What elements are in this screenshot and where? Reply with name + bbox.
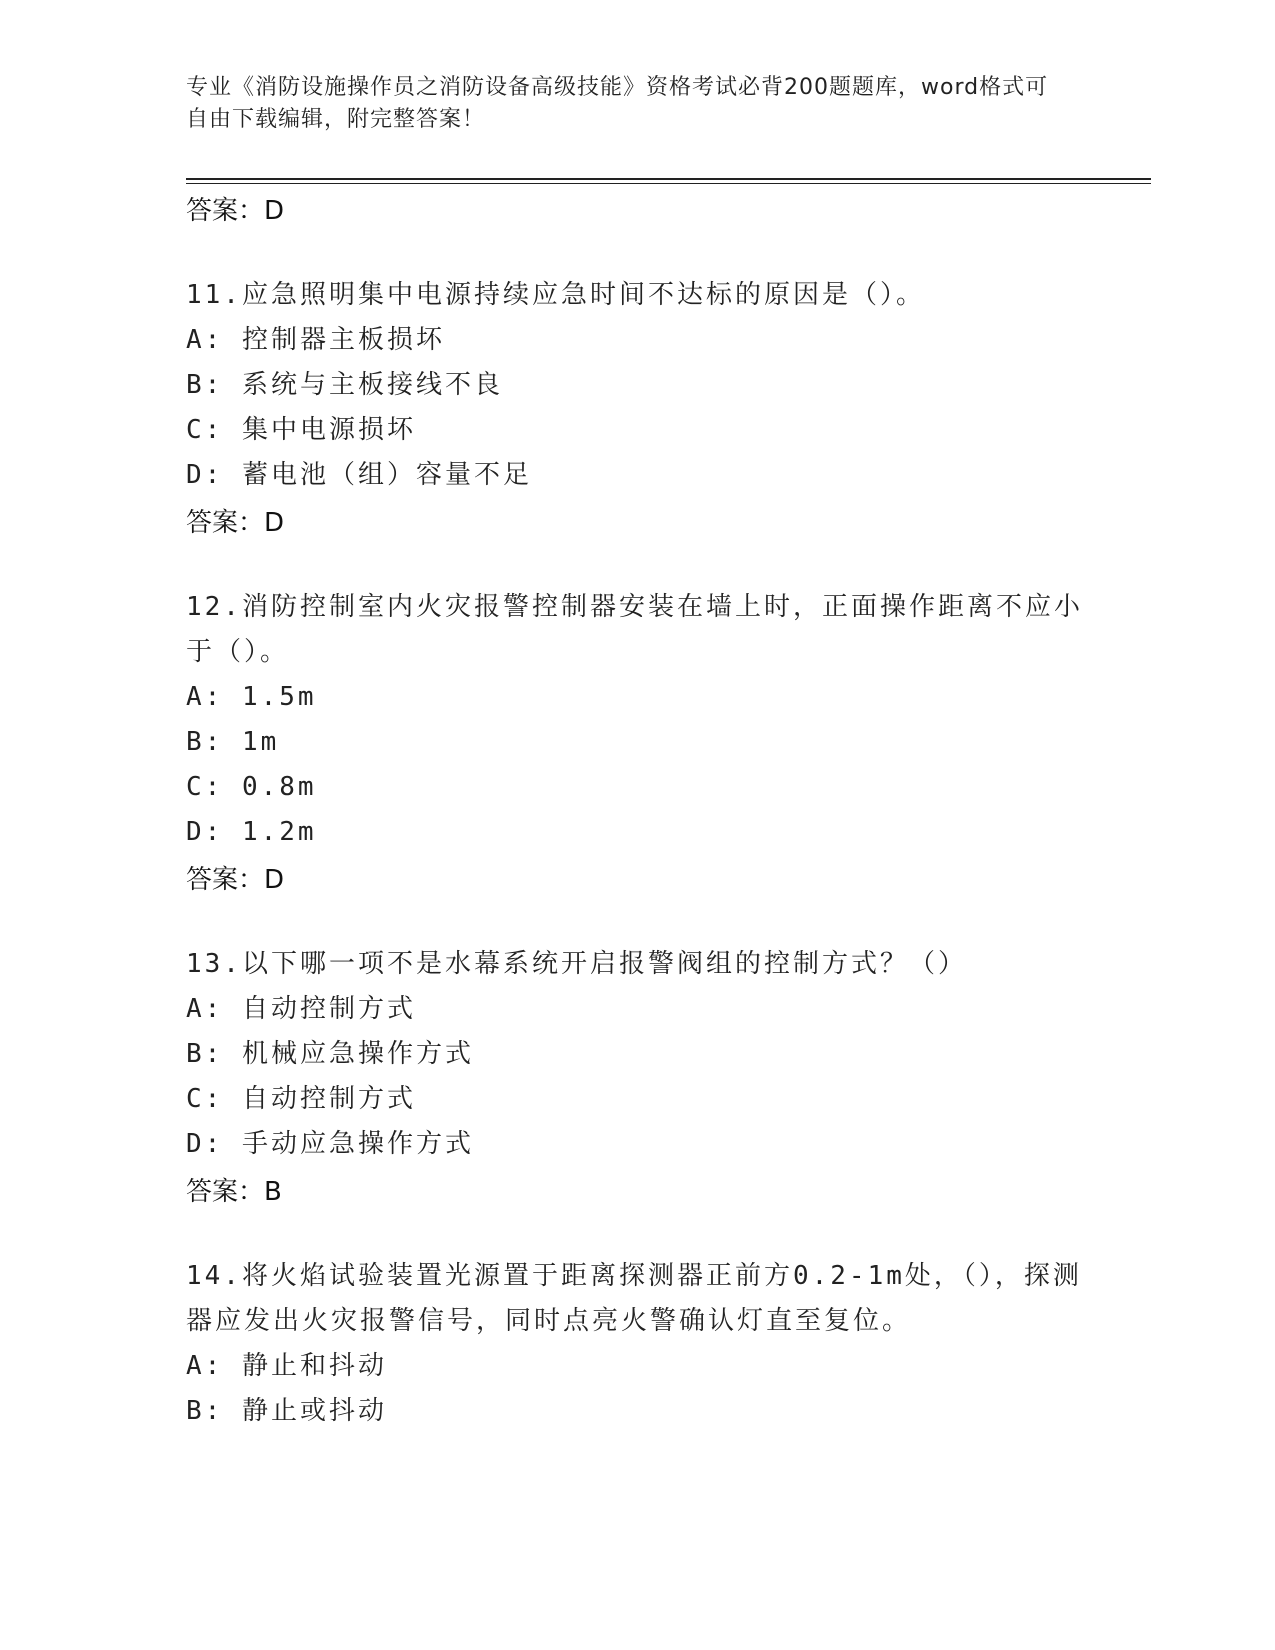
question-stem: 14.将火焰试验装置光源置于距离探测器正前方0.2-1m处，（），探测器应发出火灾报警信号，同时点亮火警确认灯直至复位。: [186, 1261, 1082, 1336]
option-b: B: 系统与主板接线不良: [186, 370, 503, 400]
option-d: D: 1.2m: [186, 817, 317, 847]
option-b: B: 1m: [186, 727, 280, 757]
option-a: A: 1.5m: [186, 682, 317, 712]
document-header: 专业《消防设施操作员之消防设备高级技能》资格考试必背200题题库，word格式可自由下载编辑，附完整答案！: [186, 75, 1049, 132]
question-stem: 12.消防控制室内火灾报警控制器安装在墙上时，正面操作距离不应小于（）。: [186, 592, 1083, 667]
answer-line: 答案：D: [186, 508, 285, 538]
answer-line: 答案：D: [186, 865, 285, 895]
question-block-14: [186, 1254, 1086, 1434]
option-a: A: 控制器主板损坏: [186, 325, 445, 355]
option-d: D: 蓄电池（组）容量不足: [186, 460, 532, 490]
question-list: [186, 190, 1086, 1434]
question-block-11: [186, 273, 1086, 540]
question-stem: 13.以下哪一项不是水幕系统开启报警阀组的控制方式？（）: [186, 949, 967, 979]
option-c: C: 自动控制方式: [186, 1084, 416, 1114]
question-block-13: [186, 942, 1086, 1209]
previous-answer: 答案：D: [186, 196, 285, 226]
answer-line: 答案：B: [186, 1177, 282, 1207]
option-b: B: 静止或抖动: [186, 1396, 387, 1426]
question-stem: 11.应急照明集中电源持续应急时间不达标的原因是（）。: [186, 280, 925, 310]
question-block-12: [186, 585, 1086, 897]
option-d: D: 手动应急操作方式: [186, 1129, 474, 1159]
header-divider-thick: [186, 178, 1151, 180]
option-a: A: 自动控制方式: [186, 994, 416, 1024]
option-c: C: 集中电源损坏: [186, 415, 416, 445]
option-a: A: 静止和抖动: [186, 1351, 387, 1381]
header-divider-thin: [186, 183, 1151, 184]
option-b: B: 机械应急操作方式: [186, 1039, 474, 1069]
option-c: C: 0.8m: [186, 772, 317, 802]
